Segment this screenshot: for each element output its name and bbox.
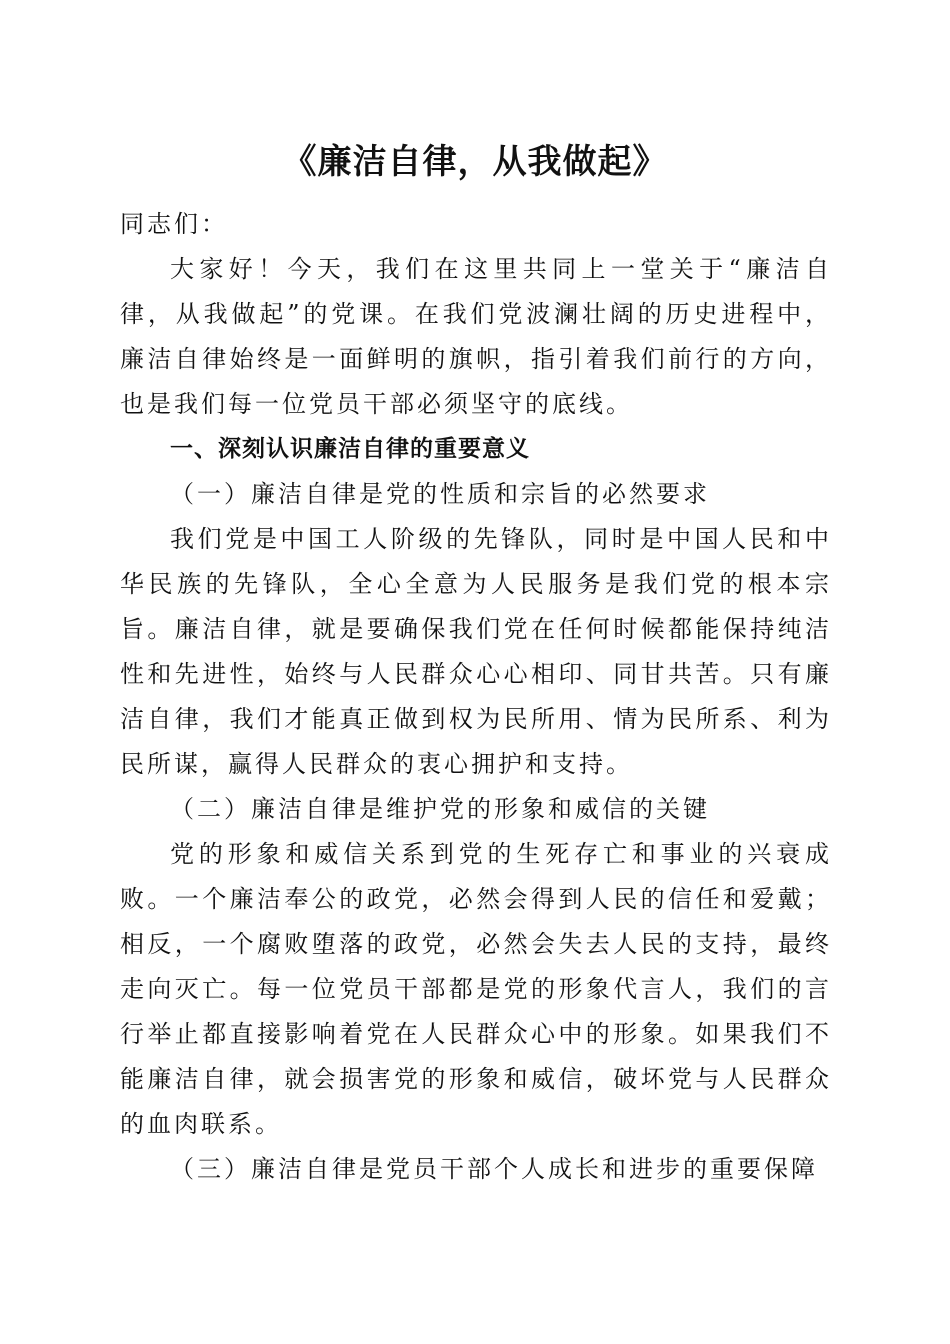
subsection-heading-3: （三）廉洁自律是党员干部个人成长和进步的重要保障 — [170, 1155, 818, 1183]
section-heading-1: 一、深刻认识廉洁自律的重要意义 — [170, 436, 530, 462]
document-body — [120, 202, 832, 1192]
subsection-heading-1: （一）廉洁自律是党的性质和宗旨的必然要求 — [170, 480, 710, 508]
subsection-paragraph-2: 党的形象和威信关系到党的生死存亡和事业的兴衰成败。一个廉洁奉公的政党，必然会得到人民的信任和爱戴；相反，一个腐败堕落的政党，必然会失去人民的支持，最终走向灭亡。每一位党员干部都是党的形象代言人，我们的言行举止都直接影响着党在人民群众心中的形象。如果我们不能廉洁自律，就会损害党的形象和威信，破坏党与人民群众的血肉联系。 — [120, 840, 832, 1138]
document-title: 《廉洁自律，从我做起》 — [282, 142, 668, 182]
subsection-paragraph-1: 我们党是中国工人阶级的先锋队，同时是中国人民和中华民族的先锋队，全心全意为人民服务是我们党的根本宗旨。廉洁自律，就是要确保我们党在任何时候都能保持纯洁性和先进性，始终与人民群众心心相印、同甘共苦。只有廉洁自律，我们才能真正做到权为民所用、情为民所系、利为民所谋，赢得人民群众的衷心拥护和支持。 — [120, 525, 832, 778]
subsection-heading-2: （二）廉洁自律是维护党的形象和威信的关键 — [170, 795, 710, 823]
intro-paragraph: 大家好！今天，我们在这里共同上一堂关于“廉洁自律，从我做起”的党课。在我们党波澜壮阔的历史进程中，廉洁自律始终是一面鲜明的旗帜，指引着我们前行的方向，也是我们每一位党员干部必须坚守的底线。 — [120, 255, 832, 418]
salutation: 同志们： — [120, 210, 228, 238]
